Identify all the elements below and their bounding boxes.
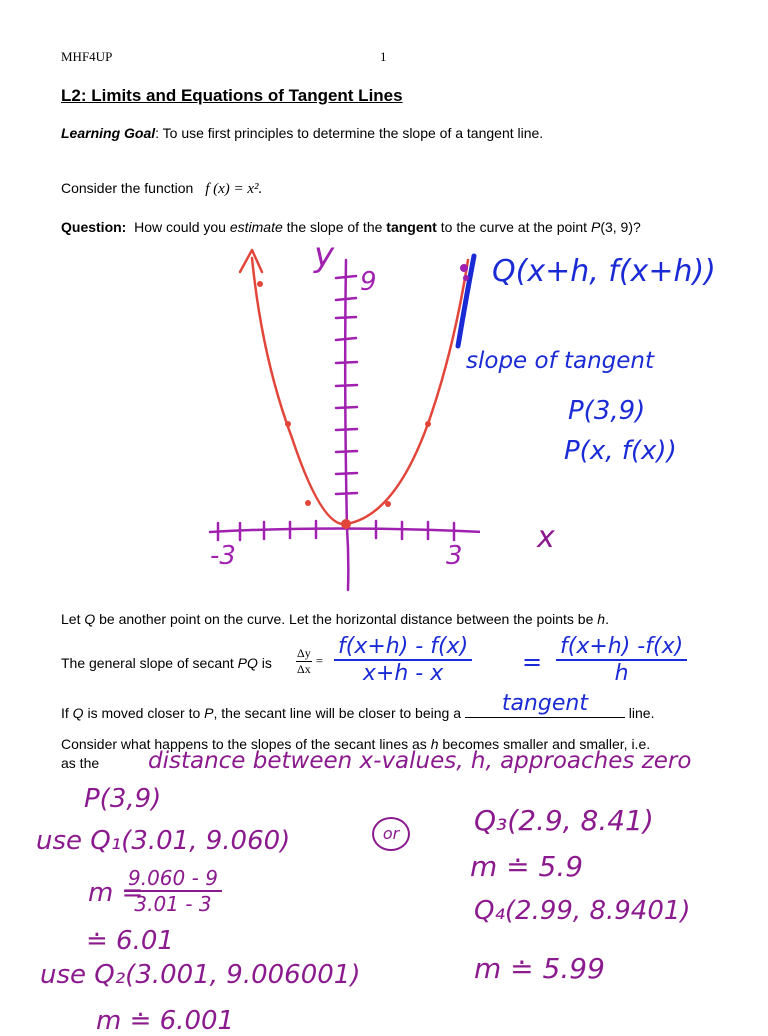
x-tick-neg-label: -3 <box>210 541 236 571</box>
delta-fraction <box>296 646 323 677</box>
work-q3: Q₃(2.9, 8.41) <box>474 804 654 837</box>
function-definition: f (x) = x². <box>205 181 263 197</box>
moved-text-4: line. <box>628 705 655 721</box>
q-point-mark <box>463 275 469 281</box>
secant-fraction-2 <box>556 634 687 686</box>
secant-frac1-num: f(x+h) - f(x) <box>334 634 472 661</box>
x-axis <box>210 528 480 534</box>
or-text: or <box>382 824 400 843</box>
p-point-mark <box>460 264 468 272</box>
work-m-label: m = <box>88 878 144 908</box>
moved-text-2: is moved closer to <box>83 705 205 721</box>
tangent-blank-answer: tangent <box>501 691 588 716</box>
question-text-2: the slope of the <box>282 219 387 235</box>
secant-frac2-den: h <box>614 661 629 686</box>
handwritten-distance-note: distance between x-values, h, approaches zero <box>148 748 692 774</box>
left-arrowhead <box>240 250 262 272</box>
work-use-q1: use Q₁(3.01, 9.060) <box>36 826 291 856</box>
or-circle <box>372 817 410 851</box>
work-m2-result: m ≐ 6.001 <box>96 1006 235 1036</box>
work-m-num: 9.060 - 9 <box>124 866 222 892</box>
secant-equals: = <box>522 648 543 676</box>
q-point-label: Q(x+h, f(x+h)) <box>492 254 716 289</box>
consider-text: Consider the function <box>61 180 194 196</box>
learning-goal-text: : To use first principles to determine the slope of a tangent line. <box>155 125 544 141</box>
work-m-den: 3.01 - 3 <box>134 892 212 916</box>
question-estimate: estimate <box>229 219 283 235</box>
y-tick-label: 9 <box>360 267 377 297</box>
parabola-graph <box>200 238 480 598</box>
page-number: 1 <box>380 49 387 64</box>
consider2-text-1: Consider what happens to the slopes of the secant lines as <box>61 736 431 752</box>
secant-frac1-den: x+h - x <box>362 661 444 686</box>
question-point-p: P <box>590 219 601 235</box>
question-tangent: tangent <box>386 219 437 235</box>
let-q-statement <box>61 611 609 627</box>
learning-goal <box>61 125 543 141</box>
question <box>61 219 641 235</box>
y-axis-label: y <box>314 238 335 275</box>
moved-q: Q <box>72 705 84 721</box>
course-code: MHF4UP <box>61 49 113 64</box>
question-text-1: How could you <box>134 219 230 235</box>
tangent-blank <box>465 691 625 718</box>
x-tick-pos-label: 3 <box>446 541 463 571</box>
moved-text-1: If <box>61 705 73 721</box>
consider2-line2: as the <box>61 755 100 771</box>
work-m1-result: ≐ 6.01 <box>86 926 174 956</box>
work-m3: m ≐ 5.9 <box>470 850 584 883</box>
x-axis-label: x <box>537 520 555 555</box>
secant-pq: PQ <box>237 655 258 671</box>
p-point-label: P(3,9) <box>568 396 646 426</box>
consider2-h: h <box>430 736 439 752</box>
work-p-point: P(3,9) <box>84 784 162 814</box>
let-q-h: h <box>597 611 606 627</box>
consider2-text-2: becomes smaller and smaller, i.e. <box>438 736 651 752</box>
question-text-3: to the curve at the point <box>436 219 591 235</box>
let-q-text-2: be another point on the curve. Let the horizontal distance between the points be <box>95 611 598 627</box>
learning-goal-label: Learning Goal <box>61 125 156 141</box>
let-q-text-3: . <box>605 611 609 627</box>
secant-frac2-num: f(x+h) -f(x) <box>556 634 687 661</box>
page-title: L2: Limits and Equations of Tangent Lines <box>61 86 403 105</box>
y-axis <box>345 260 348 590</box>
moved-text-3: , the secant line will be closer to being a <box>213 705 461 721</box>
p-general-label: P(x, f(x)) <box>564 436 677 466</box>
consider-function <box>61 180 262 198</box>
work-m4: m ≐ 5.99 <box>474 952 605 985</box>
moved-closer-statement <box>61 691 655 721</box>
work-m-fraction <box>124 866 222 916</box>
question-point-coords: (3, 9)? <box>600 219 641 235</box>
secant-label <box>61 655 272 671</box>
slope-of-tangent-label: slope of tangent <box>466 348 655 374</box>
secant-text-1: The general slope of secant <box>61 655 238 671</box>
let-q-text-1: Let <box>61 611 85 627</box>
delta-y: Δy <box>297 646 311 660</box>
work-use-q2: use Q₂(3.001, 9.006001) <box>40 960 361 990</box>
let-q-q: Q <box>84 611 96 627</box>
secant-fraction-1 <box>334 634 472 686</box>
secant-text-2: is <box>257 655 272 671</box>
delta-x: Δx <box>297 662 311 676</box>
delta-equals: = <box>315 653 324 669</box>
parabola-curve <box>252 258 468 524</box>
work-q4: Q₄(2.99, 8.9401) <box>474 896 691 926</box>
question-label: Question: <box>61 219 127 235</box>
moved-p: P <box>204 705 214 721</box>
